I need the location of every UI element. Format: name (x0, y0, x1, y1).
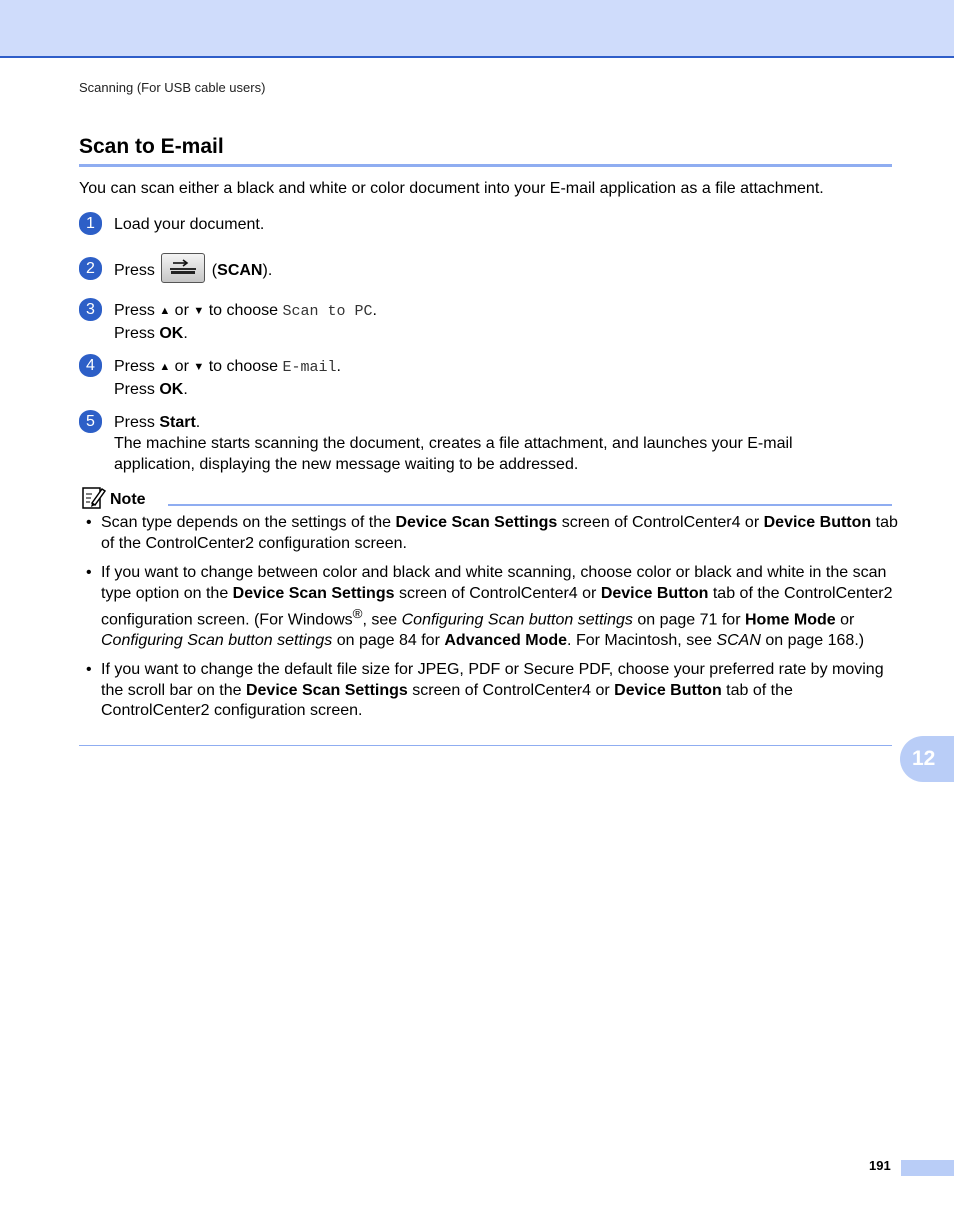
note-list (79, 513, 899, 731)
down-arrow-icon: ▼ (193, 305, 205, 317)
ok-key-label: OK (159, 325, 184, 342)
cross-reference-link[interactable]: SCAN (716, 631, 761, 649)
note-item (79, 513, 899, 554)
page-tab (901, 1160, 954, 1176)
ok-key-label: OK (159, 381, 184, 398)
step-press-text: Press (114, 414, 160, 431)
ui-term: Device Scan Settings (232, 584, 395, 602)
cross-reference-link[interactable]: Configuring Scan button settings (101, 631, 333, 649)
to-choose-text: to choose (204, 358, 283, 375)
bullet: • (86, 661, 92, 679)
section-title: Scan to E-mail (79, 135, 224, 158)
step-press-text: Press (114, 302, 160, 319)
cross-reference-link[interactable]: Configuring Scan button settings (401, 611, 633, 629)
note-text: screen of ControlCenter4 or (407, 681, 615, 699)
note-text: . For Macintosh, see (567, 631, 717, 649)
note-text: Scan type depends on the settings of the (101, 514, 396, 531)
up-arrow-icon: ▲ (159, 305, 171, 317)
step-number-badge: 2 (79, 257, 102, 280)
note-label: Note (110, 491, 146, 508)
note-text: on page 168.) (760, 631, 865, 649)
period: . (183, 325, 188, 342)
period: . (183, 381, 188, 398)
step-number-badge: 4 (79, 354, 102, 377)
bullet: • (86, 564, 92, 581)
step-text: Load your document. (114, 216, 265, 233)
page-number: 191 (869, 1158, 891, 1173)
note-text: tab of the ControlCenter2 configuration screen. (101, 681, 793, 720)
note-text: on page 84 for (332, 631, 445, 649)
step-press-text: Press (114, 325, 160, 342)
step-text (114, 412, 874, 475)
note-text: tab of the ControlCenter2 configuration screen. (For Windows (101, 584, 893, 629)
bullet: • (86, 514, 92, 531)
chapter-tab[interactable]: 12 (900, 736, 954, 782)
note-item (79, 660, 899, 722)
scan-icon (162, 254, 204, 282)
step-text (114, 259, 874, 283)
note-text: screen of ControlCenter4 or (394, 584, 601, 602)
menu-option: E-mail (282, 359, 337, 376)
page-header-band (0, 0, 954, 58)
note-text: tab of the ControlCenter2 configuration screen. (101, 514, 898, 552)
registered-mark: ® (352, 606, 363, 621)
paren-open: ( (207, 262, 218, 280)
period: . (195, 414, 201, 431)
step-press-text: Press (114, 358, 160, 375)
note-text: If you want to change the default file size for JPEG, PDF or Secure PDF, choose your preferred rate by moving the scroll bar on the (101, 661, 884, 699)
step-press-text: Press (114, 262, 155, 280)
note-text: or (835, 611, 855, 629)
ui-term: Home Mode (744, 611, 836, 629)
note-text: , see (362, 611, 402, 629)
scan-button[interactable] (161, 253, 205, 283)
period: . (336, 358, 341, 375)
ui-term: Device Scan Settings (395, 514, 558, 531)
down-arrow-icon: ▼ (193, 361, 205, 373)
note-text: on page 71 for (632, 611, 745, 629)
running-head: Scanning (For USB cable users) (79, 80, 266, 95)
step-press-text: Press (114, 381, 160, 398)
note-text: If you want to change between color and black and white scanning, choose color or black and white in the scan type option on the (101, 564, 887, 602)
note-end-rule (79, 745, 892, 746)
intro-paragraph: You can scan either a black and white or color document into your E-mail application as a file attachment. (79, 180, 824, 197)
step-text (114, 300, 874, 344)
menu-option: Scan to PC (282, 303, 373, 320)
note-rule (168, 504, 892, 506)
period: . (372, 302, 377, 319)
note-text: screen of ControlCenter4 or (557, 514, 764, 531)
title-rule (79, 164, 892, 167)
step-number-badge: 3 (79, 298, 102, 321)
ui-term: Device Button (600, 584, 709, 602)
ui-term: Advanced Mode (444, 631, 568, 649)
note-item (79, 563, 899, 651)
step-number-badge: 1 (79, 212, 102, 235)
step-description: The machine starts scanning the document, creates a file attachment, and launches your E-mail application, displaying the new message waiting to be addressed. (114, 435, 793, 473)
ui-term: Device Button (763, 514, 872, 531)
step-number-badge: 5 (79, 410, 102, 433)
up-arrow-icon: ▲ (159, 361, 171, 373)
to-choose-text: to choose (204, 302, 283, 319)
or-text: or (170, 358, 194, 375)
pencil-notepad-icon (80, 485, 106, 511)
step-text (114, 356, 874, 400)
start-key-label: Start (159, 414, 196, 431)
paren-close: ). (262, 262, 273, 280)
ui-term: Device Button (614, 681, 722, 699)
ui-term: Device Scan Settings (245, 681, 408, 699)
or-text: or (170, 302, 194, 319)
scan-key-label: SCAN (217, 262, 263, 280)
